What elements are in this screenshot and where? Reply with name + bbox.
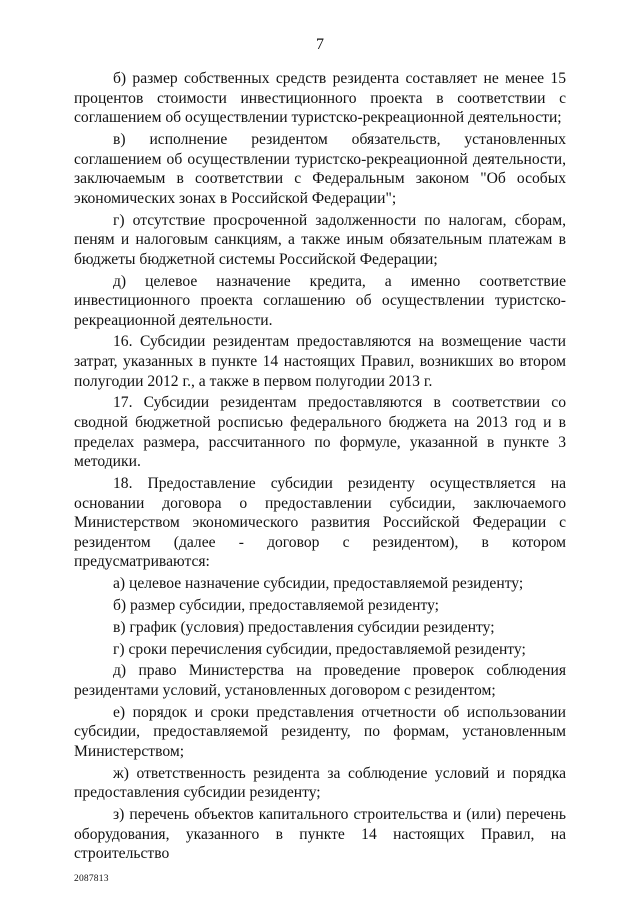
document-body [74, 69, 566, 866]
page-number: 7 [316, 36, 324, 53]
clause-18-item-v: в) график (условия) предоставления субсидии резиденту; [113, 618, 495, 636]
paragraph-b-own-funds: б) размер собственных средств резидента составляет не менее 15 процентов стоимости инвестиционного проекта в соответствии с соглашением об осуществлении туристско-рекреационной деятельности; [74, 70, 566, 127]
clause-18-item-a: а) целевое назначение субсидии, предоставляемой резиденту; [113, 575, 524, 593]
clause-18-item-d: д) право Министерства на проведение проверок соблюдения резидентами условий, установленных договором с резидентом; [74, 662, 566, 699]
clause-17: 17. Субсидии резидентам предоставляются в соответствии со сводной бюджетной росписью федерального бюджета на 2013 год и в пределах размера, рассчитанного по формуле, указанной в пункте 3 методики. [74, 394, 566, 471]
clause-18-item-z: з) перечень объектов капитального строительства и (или) перечень оборудования, указанного в пункте 14 настоящих Правил, на строительство [74, 806, 566, 863]
clause-18-item-g: г) сроки перечисления субсидии, предоставляемой резиденту; [113, 640, 526, 658]
paragraph-g-no-debt: г) отсутствие просроченной задолженности по налогам, сборам, пеням и налоговым санкциям, а также иным обязательным платежам в бюджеты бюджетной системы Российской Федерации; [74, 211, 566, 268]
document-id: 2087813 [74, 874, 109, 884]
clause-16: 16. Субсидии резидентам предоставляются на возмещение части затрат, указанных в пункте 14 настоящих Правил, возникших во втором полугодии 2012 г., а также в первом полугодии 2013 г. [74, 333, 566, 390]
clause-18-item-b: б) размер субсидии, предоставляемой резиденту; [113, 596, 440, 614]
clause-18: 18. Предоставление субсидии резиденту осуществляется на основании договора о предоставлении субсидии, заключаемого Министерством экономического развития Российской Федерации с резидентом (далее - договор с резидентом), в котором предусматриваются: [74, 475, 566, 571]
clause-18-item-e: е) порядок и сроки представления отчетности об использовании субсидии, предоставляемой резиденту, по формам, установленным Министерством; [74, 703, 566, 760]
clause-18-item-zh: ж) ответственность резидента за соблюдение условий и порядка предоставления субсидии резиденту; [74, 764, 566, 802]
paragraph-d-credit-purpose: д) целевое назначение кредита, а именно соответствие инвестиционного проекта соглашению об осуществлении туристско-рекреационной деятельности. [74, 272, 566, 329]
paragraph-v-obligations: в) исполнение резидентом обязательств, установленных соглашением об осуществлении туристско-рекреационной деятельности, заключаемым в соответствии с Федеральным законом "Об особых экономических зонах в Российской Федерации"; [74, 130, 566, 207]
